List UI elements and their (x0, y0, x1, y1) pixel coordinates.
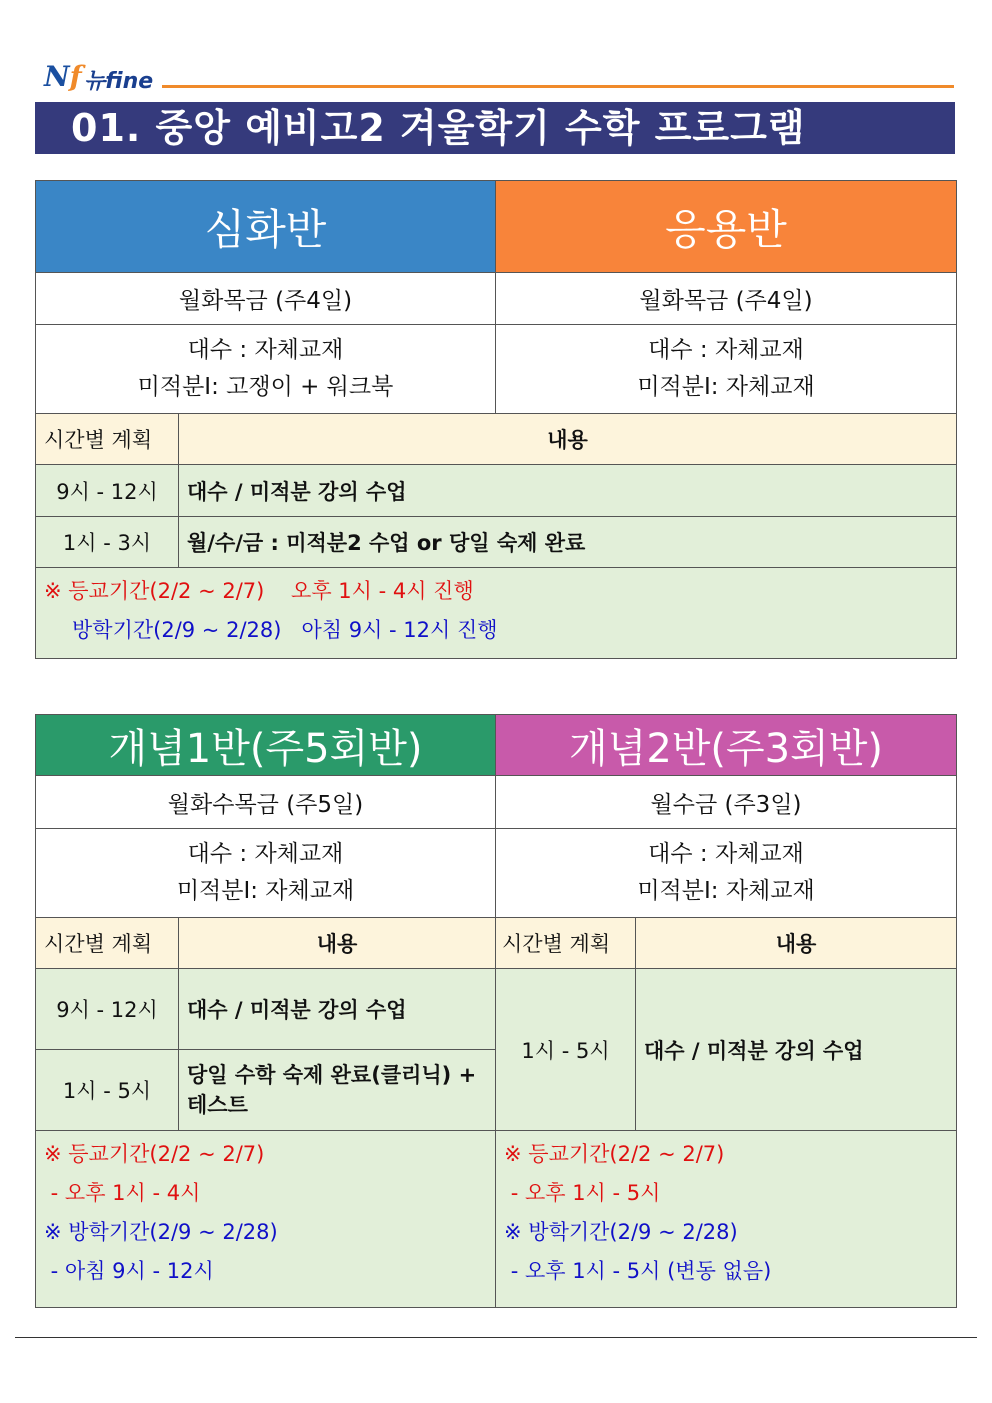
books-concept1 (36, 829, 496, 918)
header-rule (162, 85, 954, 88)
row-time: 1시 - 5시 (496, 969, 636, 1131)
row-content: 월/수/금 : 미적분2 수업 or 당일 숙제 완료 (179, 517, 957, 568)
note-line: - 아침 9시 - 12시 (44, 1259, 214, 1283)
logo-text: 뉴fine (84, 69, 154, 94)
note-line: ※ 방학기간(2/9 ~ 2/28) (504, 1220, 738, 1244)
note-school-period: ※ 등교기간(2/2 ~ 2/7) 오후 1시 - 4시 진행 (44, 579, 474, 603)
section2-table (35, 714, 957, 1308)
note-line: - 오후 1시 - 5시 (변동 없음) (504, 1259, 772, 1283)
header-time: 시간별 계획 (36, 918, 179, 969)
schedule-note-concept1 (36, 1131, 496, 1308)
row-content: 대수 / 미적분 강의 수업 (179, 969, 496, 1050)
footer-rule (15, 1337, 977, 1338)
page-title: 01. 중앙 예비고2 겨울학기 수학 프로그램 (35, 102, 955, 154)
header-content: 내용 (179, 918, 496, 969)
days-concept1: 월화수목금 (주5일) (36, 776, 496, 829)
note-line: ※ 등교기간(2/2 ~ 2/7) (44, 1142, 265, 1166)
days-applied: 월화목금 (주4일) (496, 273, 957, 325)
schedule-note-concept2 (496, 1131, 957, 1308)
note-line: - 오후 1시 - 4시 (44, 1181, 201, 1205)
book-algebra: 대수 : 자체교재 (648, 337, 804, 363)
brand-logo (44, 58, 954, 98)
row-time: 1시 - 3시 (36, 517, 179, 568)
class-title-advanced: 심화반 (36, 181, 496, 273)
header-time: 시간별 계획 (496, 918, 636, 969)
books-concept2 (496, 829, 957, 918)
book-calculus: 미적분Ⅰ: 자체교재 (637, 374, 815, 400)
row-time: 9시 - 12시 (36, 465, 179, 517)
row-time: 1시 - 5시 (36, 1050, 179, 1131)
logo-mark: Nf (44, 60, 82, 93)
book-calculus: 미적분Ⅰ: 자체교재 (176, 878, 355, 904)
book-algebra: 대수 : 자체교재 (187, 337, 344, 363)
class-title-concept1: 개념1반(주5회반) (36, 715, 496, 776)
note-vacation-period: 방학기간(2/9 ~ 2/28) 아침 9시 - 12시 진행 (72, 618, 498, 642)
book-algebra: 대수 : 자체교재 (187, 841, 344, 867)
days-advanced: 월화목금 (주4일) (36, 273, 496, 325)
row-content: 대수 / 미적분 강의 수업 (179, 465, 957, 517)
books-applied (496, 325, 957, 414)
book-calculus: 미적분Ⅰ: 자체교재 (637, 878, 815, 904)
schedule-note (36, 568, 957, 659)
class-title-applied: 응용반 (496, 181, 957, 273)
book-calculus: 미적분Ⅰ: 고쟁이 + 워크북 (137, 374, 394, 400)
class-title-concept2: 개념2반(주3회반) (496, 715, 957, 776)
note-line: - 오후 1시 - 5시 (504, 1181, 661, 1205)
header-time: 시간별 계획 (36, 414, 179, 465)
note-line: ※ 등교기간(2/2 ~ 2/7) (504, 1142, 725, 1166)
row-content: 당일 수학 숙제 완료(클리닉) + 테스트 (179, 1050, 496, 1131)
header-content: 내용 (636, 918, 957, 969)
header-content: 내용 (179, 414, 957, 465)
book-algebra: 대수 : 자체교재 (648, 841, 804, 867)
note-line: ※ 방학기간(2/9 ~ 2/28) (44, 1220, 278, 1244)
row-time: 9시 - 12시 (36, 969, 179, 1050)
section1-table (35, 180, 957, 659)
books-advanced (36, 325, 496, 414)
days-concept2: 월수금 (주3일) (496, 776, 957, 829)
row-content: 대수 / 미적분 강의 수업 (636, 969, 957, 1131)
